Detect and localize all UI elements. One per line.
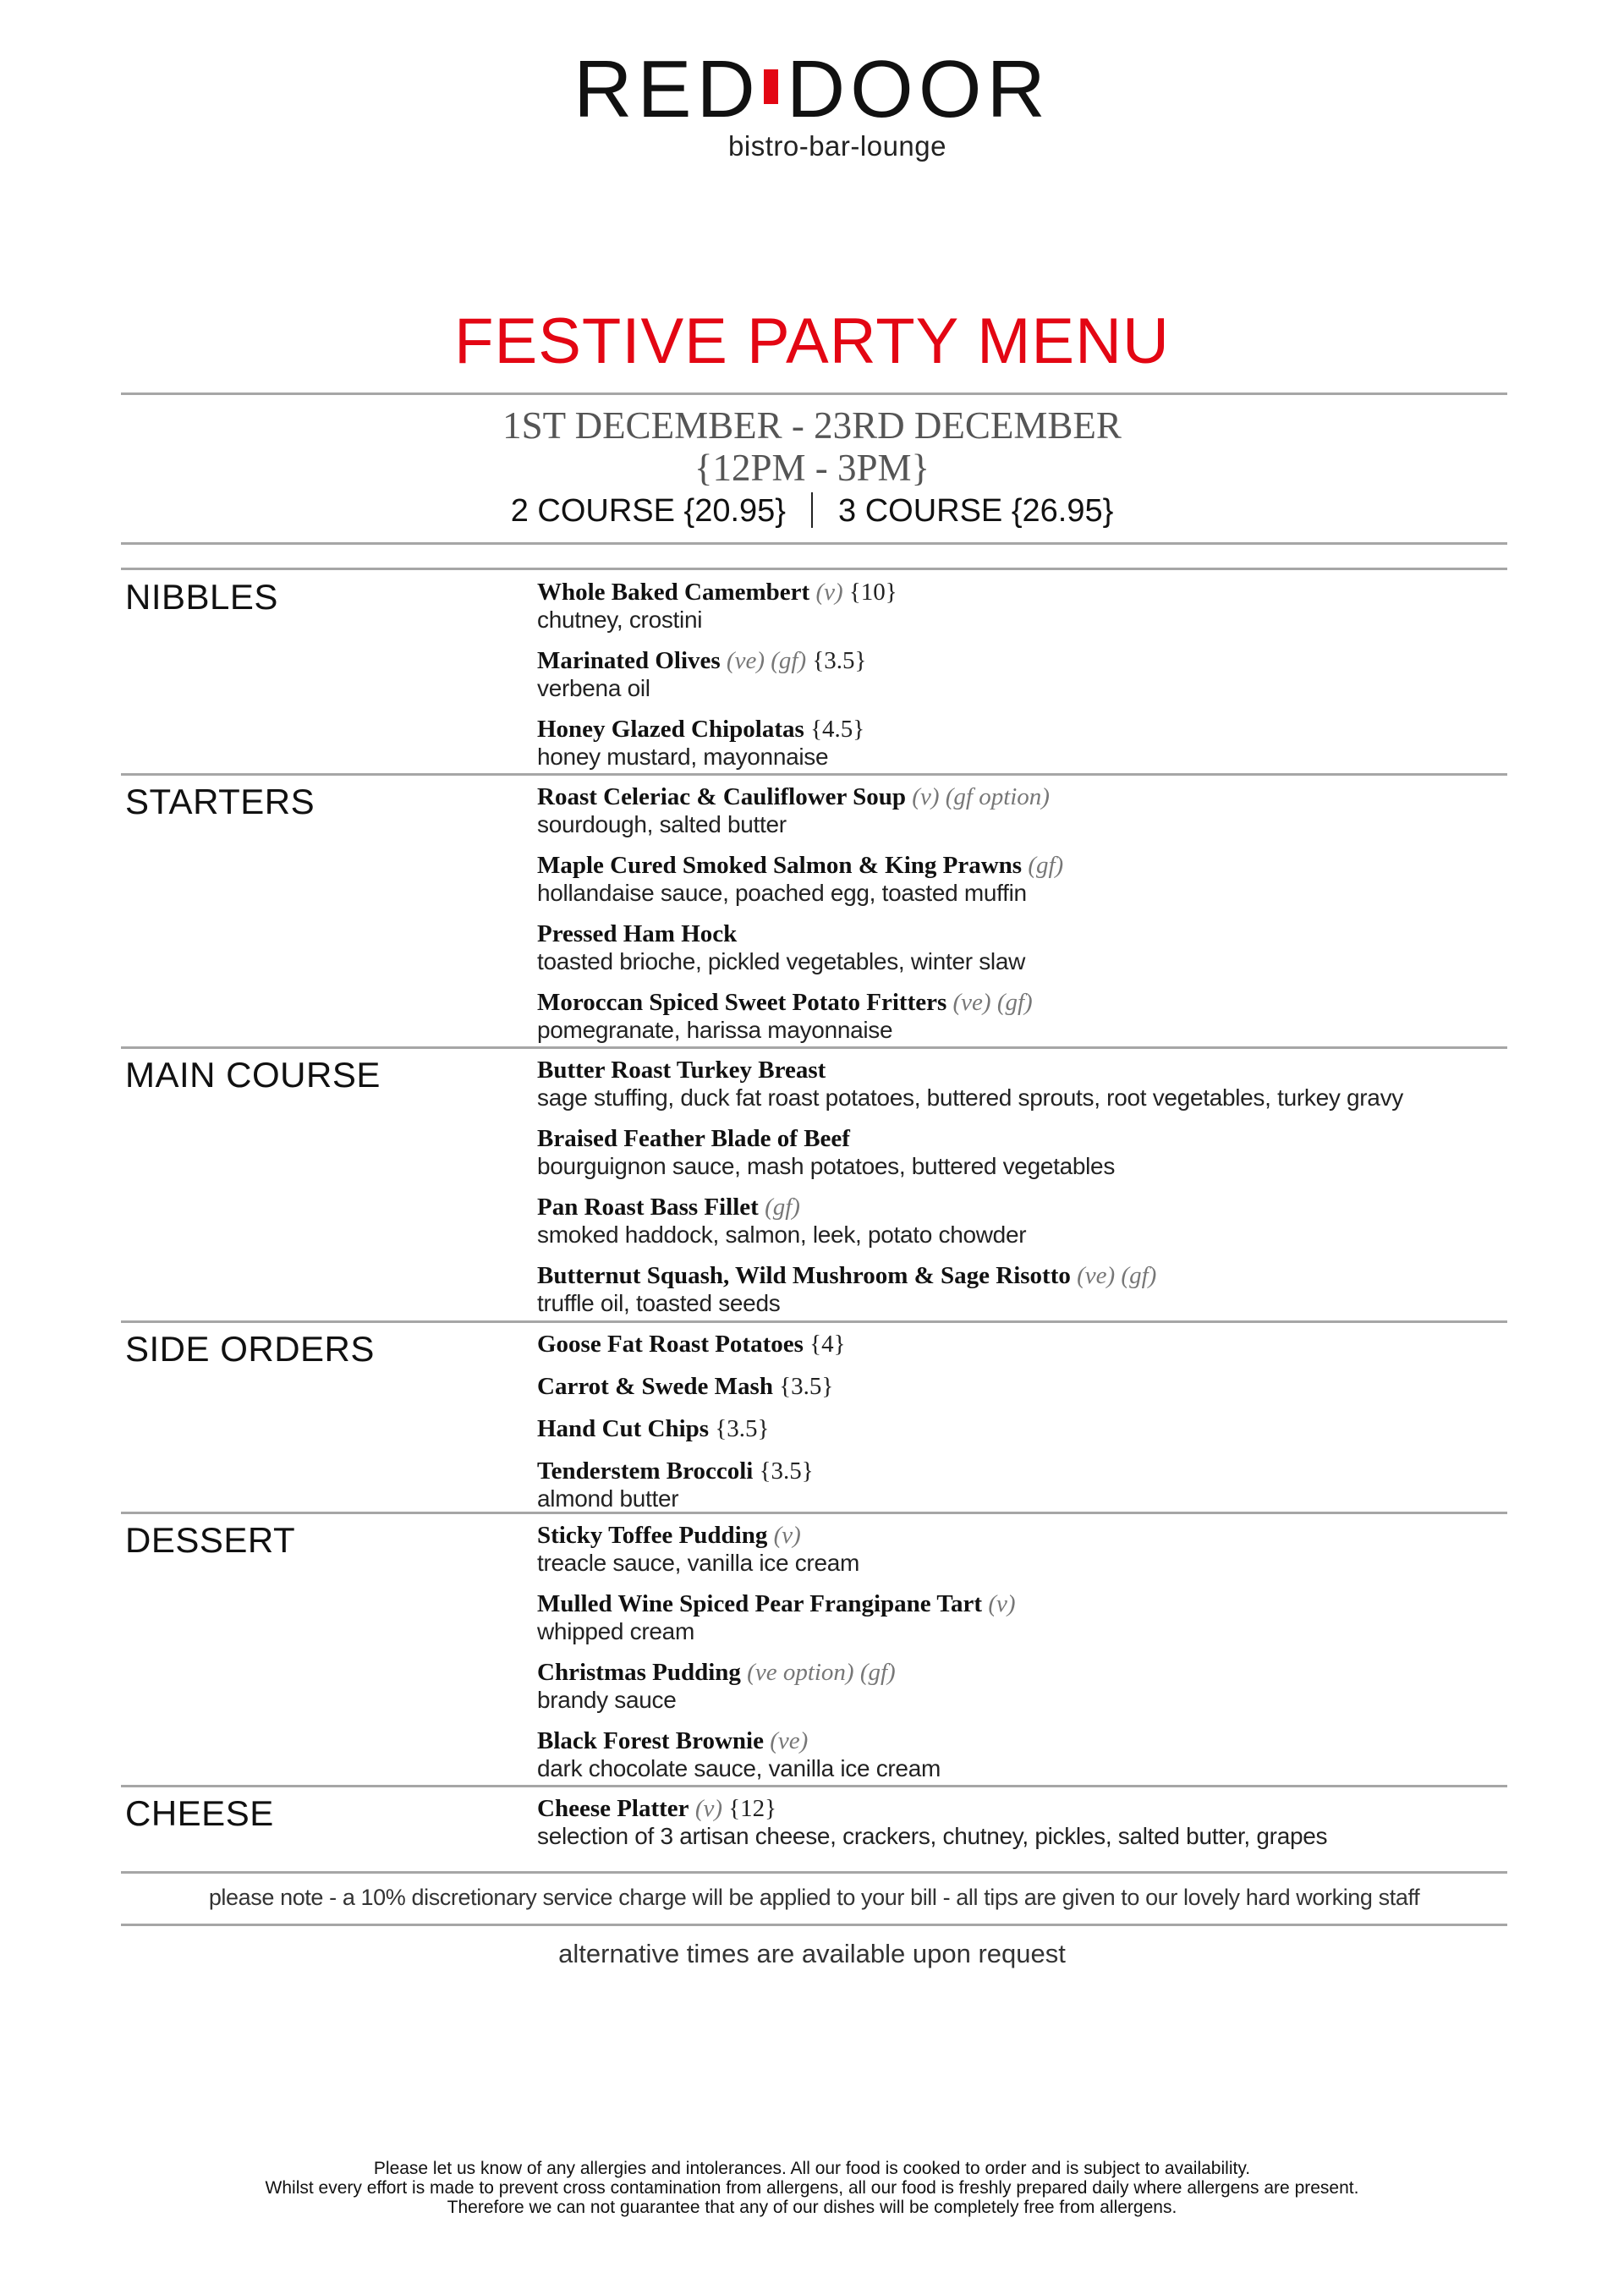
item-list xyxy=(537,579,897,784)
allergy-footer xyxy=(0,2159,1624,2217)
item-dietary-tags: (v) xyxy=(773,1522,801,1549)
item-name: Pressed Ham Hock xyxy=(537,920,738,947)
item-description: whipped cream xyxy=(537,1618,694,1644)
menu-item xyxy=(537,920,1063,974)
menu-item xyxy=(537,1590,1016,1644)
item-price: {3.5} xyxy=(779,1373,834,1400)
item-description: verbena oil xyxy=(537,675,650,701)
divider xyxy=(121,1046,1507,1049)
item-description: almond butter xyxy=(537,1485,679,1512)
menu-item xyxy=(537,1331,846,1359)
item-list xyxy=(537,1331,846,1526)
item-description: sourdough, salted butter xyxy=(537,811,787,837)
allergy-line: Therefore we can not guarantee that any of our dishes will be completely free from allergens. xyxy=(447,2198,1177,2217)
item-name: Tenderstem Broccoli xyxy=(537,1457,754,1485)
item-name: Goose Fat Roast Potatoes xyxy=(537,1331,804,1358)
menu-item xyxy=(537,1522,1016,1576)
two-course-price: 2 COURSE {20.95} xyxy=(510,493,786,529)
item-name: Sticky Toffee Pudding xyxy=(537,1522,768,1549)
logo-word-red: RED xyxy=(573,44,760,134)
item-name: Black Forest Brownie xyxy=(537,1727,764,1754)
item-price: {10} xyxy=(848,579,897,606)
price-separator xyxy=(811,492,813,528)
menu-item xyxy=(537,716,897,770)
item-price: {12} xyxy=(728,1795,777,1822)
item-description: brandy sauce xyxy=(537,1687,677,1713)
item-name: Cheese Platter xyxy=(537,1795,689,1822)
item-price: {4} xyxy=(809,1331,846,1358)
red-door-block-icon xyxy=(764,69,778,104)
section-label: NIBBLES xyxy=(125,577,278,617)
menu-item xyxy=(537,647,897,701)
section-label: STARTERS xyxy=(125,782,315,821)
menu-item xyxy=(537,783,1063,837)
item-dietary-tags: (v) (gf option) xyxy=(912,783,1050,810)
menu-item xyxy=(537,1125,1403,1179)
item-name: Butter Roast Turkey Breast xyxy=(537,1057,826,1084)
item-price: {3.5} xyxy=(812,647,867,674)
item-description: bourguignon sauce, mash potatoes, buttered vegetables xyxy=(537,1153,1116,1179)
three-course-price: 3 COURSE {26.95} xyxy=(838,493,1114,529)
item-dietary-tags: (ve) xyxy=(770,1727,809,1754)
item-dietary-tags: (ve) (gf) xyxy=(726,647,807,674)
item-name: Hand Cut Chips xyxy=(537,1415,710,1442)
menu-item xyxy=(537,1262,1403,1316)
menu-item xyxy=(537,852,1063,906)
time-range: {12PM - 3PM} xyxy=(694,447,930,489)
menu-item xyxy=(537,579,897,633)
date-range: 1ST DECEMBER - 23RD DECEMBER xyxy=(502,404,1122,447)
item-dietary-tags: (ve option) (gf) xyxy=(747,1659,896,1686)
divider xyxy=(121,1785,1507,1787)
menu-item xyxy=(537,1373,846,1401)
item-dietary-tags: (gf) xyxy=(1028,852,1064,879)
logo-wordmark xyxy=(573,44,1051,134)
item-list xyxy=(537,1795,1327,1864)
item-list xyxy=(537,1057,1403,1331)
item-name: Mulled Wine Spiced Pear Frangipane Tart xyxy=(537,1590,983,1617)
service-charge-note: please note - a 10% discretionary service charge will be applied to your bill - all tips are given to our lovely hard working staff xyxy=(208,1885,1420,1910)
item-price: {3.5} xyxy=(715,1415,770,1442)
item-list xyxy=(537,783,1063,1057)
item-description: sage stuffing, duck fat roast potatoes, buttered sprouts, root vegetables, turkey gravy xyxy=(537,1084,1403,1111)
section-label: SIDE ORDERS xyxy=(125,1329,375,1369)
menu-item xyxy=(537,1194,1403,1248)
item-description: dark chocolate sauce, vanilla ice cream xyxy=(537,1755,941,1781)
item-dietary-tags: (v) xyxy=(694,1795,722,1822)
item-description: treacle sauce, vanilla ice cream xyxy=(537,1550,860,1576)
logo-word-door: DOOR xyxy=(786,44,1051,134)
divider xyxy=(121,1924,1507,1926)
menu-item xyxy=(537,1415,846,1443)
item-dietary-tags: (v) xyxy=(988,1590,1016,1617)
divider xyxy=(121,1320,1507,1323)
item-name: Braised Feather Blade of Beef xyxy=(537,1125,850,1152)
item-description: chutney, crostini xyxy=(537,607,703,633)
divider xyxy=(121,568,1507,570)
item-name: Maple Cured Smoked Salmon & King Prawns xyxy=(537,852,1023,879)
item-name: Whole Baked Camembert xyxy=(537,579,810,606)
alternative-times-note: alternative times are available upon request xyxy=(558,1939,1066,1968)
menu-item xyxy=(537,1457,846,1512)
item-price: {4.5} xyxy=(810,716,865,743)
item-dietary-tags: (ve) (gf) xyxy=(952,989,1033,1016)
item-description: honey mustard, mayonnaise xyxy=(537,744,829,770)
course-prices xyxy=(0,492,1624,530)
item-name: Christmas Pudding xyxy=(537,1659,741,1686)
brand-logo xyxy=(0,44,1624,162)
item-dietary-tags: (ve) (gf) xyxy=(1077,1262,1157,1289)
section-label: MAIN COURSE xyxy=(125,1055,381,1095)
section-label: DESSERT xyxy=(125,1520,296,1560)
item-name: Butternut Squash, Wild Mushroom & Sage Risotto xyxy=(537,1262,1071,1289)
menu-item xyxy=(537,1795,1327,1849)
item-name: Moroccan Spiced Sweet Potato Fritters xyxy=(537,989,947,1016)
page-title: FESTIVE PARTY MENU xyxy=(454,305,1170,377)
menu-item xyxy=(537,1727,1016,1781)
item-description: smoked haddock, salmon, leek, potato chowder xyxy=(537,1221,1027,1248)
item-description: toasted brioche, pickled vegetables, winter slaw xyxy=(537,948,1026,974)
item-dietary-tags: (v) xyxy=(815,579,843,606)
allergy-line: Whilst every effort is made to prevent cross contamination from allergens, all our food is freshly prepared daily where allergens are present. xyxy=(265,2178,1359,2198)
menu-item xyxy=(537,989,1063,1043)
item-description: pomegranate, harissa mayonnaise xyxy=(537,1017,893,1043)
allergy-line: Please let us know of any allergies and intolerances. All our food is cooked to order and is subject to availability. xyxy=(373,2159,1251,2178)
item-name: Marinated Olives xyxy=(537,647,721,674)
logo-tagline: bistro-bar-lounge xyxy=(728,130,946,162)
item-name: Honey Glazed Chipolatas xyxy=(537,716,804,743)
section-label: CHEESE xyxy=(125,1793,274,1833)
item-description: truffle oil, toasted seeds xyxy=(537,1290,781,1316)
menu-item xyxy=(537,1659,1016,1713)
divider xyxy=(121,1871,1507,1874)
item-description: hollandaise sauce, poached egg, toasted muffin xyxy=(537,880,1027,906)
item-dietary-tags: (gf) xyxy=(765,1194,800,1221)
divider xyxy=(121,1512,1507,1514)
divider xyxy=(121,773,1507,776)
item-list xyxy=(537,1522,1016,1796)
item-name: Roast Celeriac & Cauliflower Soup xyxy=(537,783,907,810)
item-name: Pan Roast Bass Fillet xyxy=(537,1194,759,1221)
item-description: selection of 3 artisan cheese, crackers, chutney, pickles, salted butter, grapes xyxy=(537,1823,1328,1849)
divider xyxy=(121,542,1507,545)
menu-item xyxy=(537,1057,1403,1111)
divider xyxy=(121,392,1507,395)
item-price: {3.5} xyxy=(759,1457,814,1485)
item-name: Carrot & Swede Mash xyxy=(537,1373,773,1400)
